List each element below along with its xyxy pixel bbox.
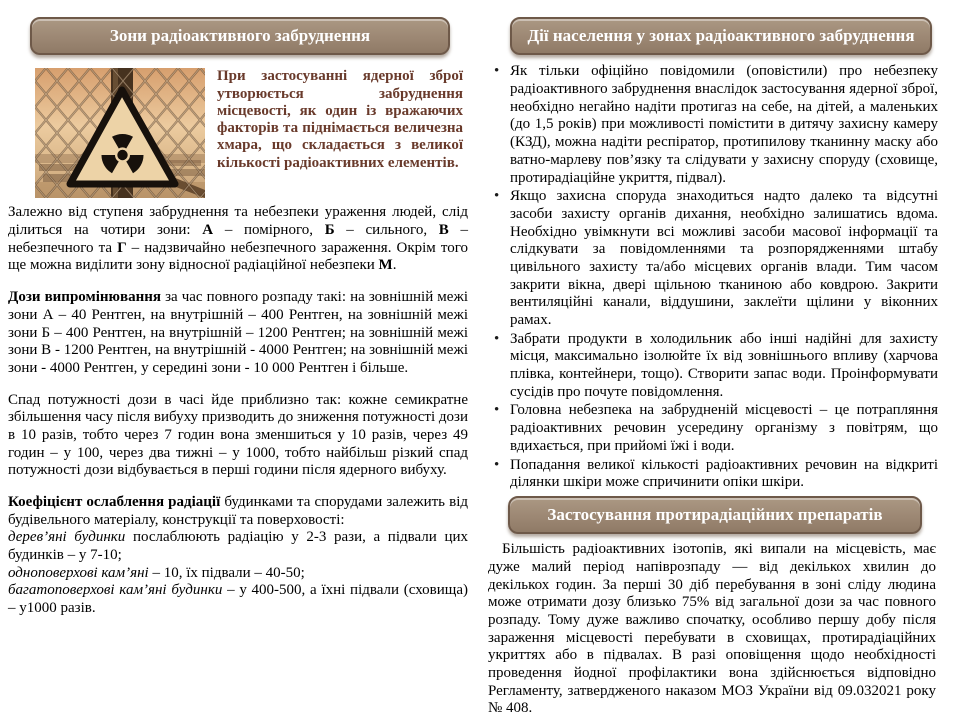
right-column bbox=[486, 12, 938, 718]
bullet-item-1: • Як тільки офіційно повідомили (оповістили) про небезпеку радіоактивного забруднення внаслідок застосування ядерної зброї, необхідно негайно надіти протигаз на себе, на дітей, а маленьких (до 1,5 років) при можливості помістити в дитячу захисну камеру (КЗД), можна надіти респіратор, протипилову тканинну маску або ватно-марлеву пов’язку та слідувати у захисну споруду (сховище, протирадіаційне укриття, підвал). bbox=[510, 63, 938, 187]
bullet-item-4: • Головна небезпека на забрудненій місцевості – це потрапляння радіоактивних речовин усередину організму з повітрям, що вдихається, при прийомі їжі і води. bbox=[510, 402, 938, 455]
left-column bbox=[8, 12, 468, 632]
paragraph-medications: Більшість радіоактивних ізотопів, які випали на місцевість, має дуже малий період напіврозпаду — від декількох хвилин до декількох годин. За перші 30 діб перебування в зоні сліду людина може отримати дозу близько 75% від загальної дози за час повного розпаду. Тому дуже важливо спочатку, особливо першу добу після зараження місцевості перебувати в сховищах, протирадіаційних укриттях або в підвалах. В разі оповіщення щодо необхідності проведення йодної профілактики вона здійснюється відповідно Регламенту, затвердженого наказом МОЗ України від 09.032021 року № 408. bbox=[488, 541, 936, 717]
section-banner-medications: Застосування протирадіаційних препаратів bbox=[508, 496, 922, 534]
bullet-item-5: • Попадання великої кількості радіоактивних речовин на відкриті ділянки шкіри може спричинити опіки шкіри. bbox=[510, 457, 938, 492]
radiation-fence-photo bbox=[35, 68, 205, 198]
bullet-item-2: • Якщо захисна споруда знаходиться надто далеко та відсутні засоби захисту органів дихання, необхідно залишатись вдома. Необхідно увімкнути всі можливі засоби масової інформації та слідкувати за повідомленнями та розпорядженнями штабу цивільного захисту та/або місцевих органів влади. Тим часом закрити вікна, двері щільною тканиною або ковдрою. Закрити вентиляційні канали, віддушини, заклеїти щілини у віконних рамах. bbox=[510, 188, 938, 330]
intro-paragraph: При застосуванні ядерної зброї утворюється забруднення місцевості, як один із вражаючих факторів та піднімається величезна хмара, що складається з великої кількості радіоактивних елементів. bbox=[217, 68, 463, 171]
paragraph-decay: Спад потужності дози в часі йде приблизно так: кожне семикратне збільшення часу після вибуху призводить до зниження потужності дози в 10 разів, тобто через 7 годин вона зменшиться у 10 разів, через 49 годин – у 100, через два тижні – у 1000, тобто найбільш різкий спад потужності дози відбувається в перші години після ядерного вибуху. bbox=[8, 391, 468, 479]
actions-bullet-list bbox=[486, 63, 938, 492]
bullet-item-3: • Забрати продукти в холодильник або інші надійні для захисту місця, максимально ізолюйте їх від зовнішнього впливу (харчова плівка, контейнери, тощо). Створити запас води. Проінформувати сусідів про почуте повідомлення. bbox=[510, 331, 938, 402]
paragraph-zones: Залежно від ступеня забруднення та небезпеки ураження людей, слід ділиться на чотири зони: А – помірного, Б – сильного, В – небезпечного та Г – надзвичайно небезпечного зараження. Окрім того ще можна виділити зону відносної радіаційної небезпеки М. bbox=[8, 204, 468, 274]
section-banner-actions: Дії населення у зонах радіоактивного забруднення bbox=[510, 17, 932, 55]
section-banner-zones: Зони радіоактивного забруднення bbox=[30, 17, 450, 55]
paragraph-doses: Дози випромінювання за час повного розпаду такі: на зовнішній межі зони А – 40 Рентген, на внутрішній – 400 Рентген, на зовнішній межі зони Б – 400 Рентген, на внутрішній – 1200 Рентген; на зовнішній межі зони В - 1200 Рентген, на внутрішній - 4000 Рентген; на зовнішній межі зони - 4000 Рентген, у середині зони - 10 000 Рентген і більше. bbox=[8, 289, 468, 376]
photo-and-intro-row bbox=[8, 68, 468, 198]
paragraph-attenuation: Коефіцієнт ослаблення радіації будинками та спорудами залежить від будівельного матеріалу, конструкції та поверховості: дерев’яні будинки послаблюють радіацію у 2-3 рази, а підвали цих будинків – у 7-10; одноповерхові кам’яні – 10, їх підвали – 40-50; багатоповерхові кам’яні будинки – у 400-500, а їхні підвали (сховища) – у1000 разів. bbox=[8, 494, 468, 617]
